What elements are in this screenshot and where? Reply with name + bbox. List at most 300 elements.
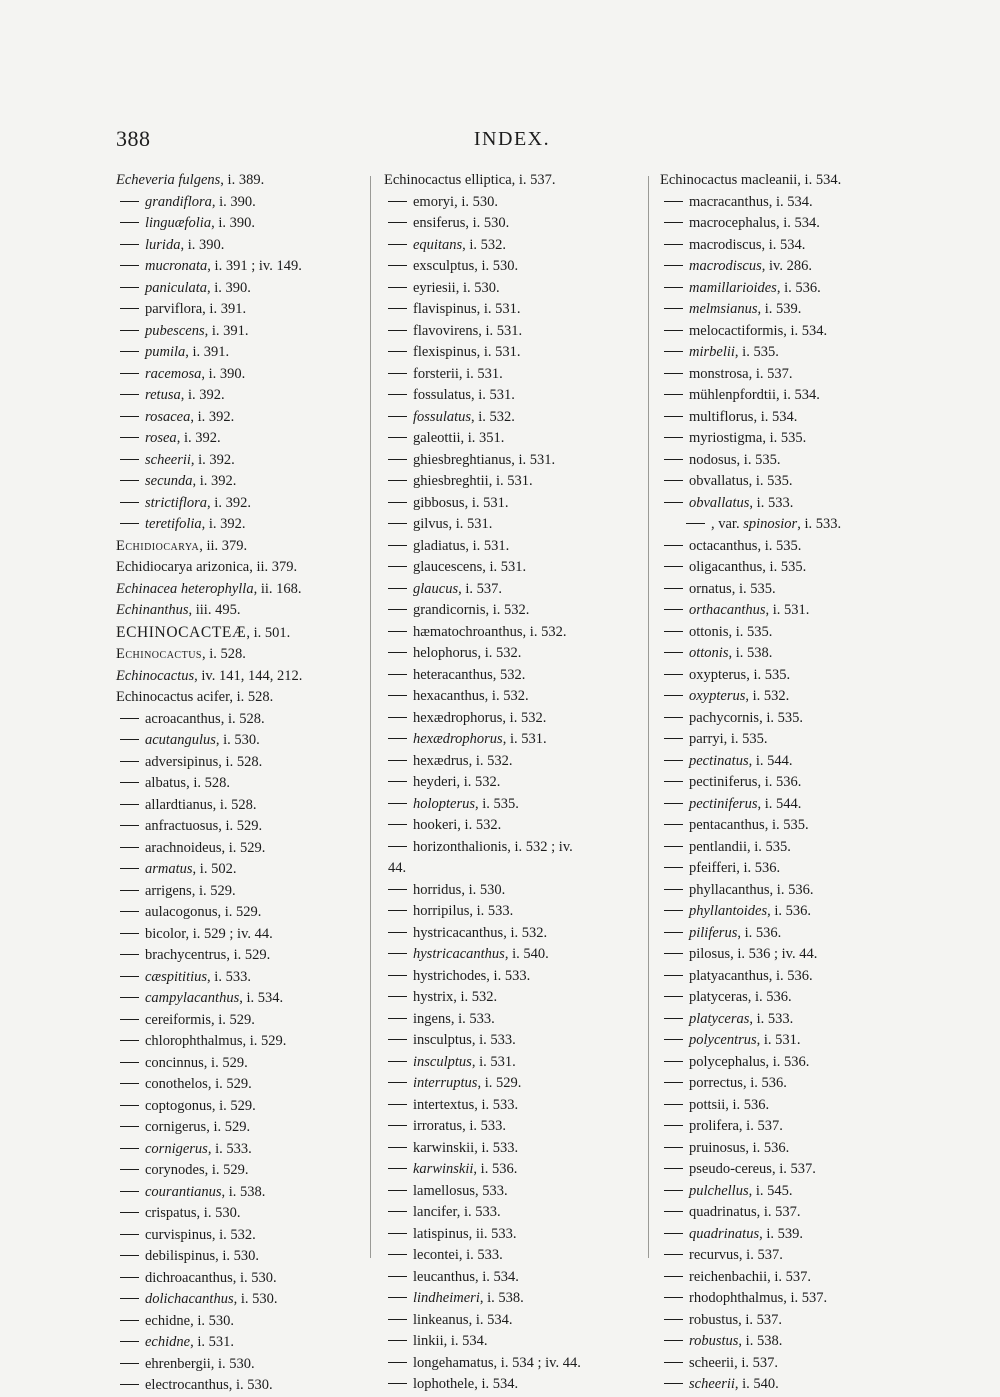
entry-name: lancifer: [413, 1204, 457, 1220]
index-entry: [116, 1268, 366, 1290]
entry-name: crispatus: [145, 1205, 197, 1221]
entry-reference: , ii. 168.: [253, 580, 302, 597]
entry-reference: , i. 533.: [207, 1140, 252, 1157]
entry-reference: , i. 392.: [176, 430, 221, 446]
index-entry: [116, 1246, 366, 1268]
ditto-dash: [120, 1062, 139, 1063]
index-entry: [384, 794, 640, 816]
ditto-dash: [664, 1297, 683, 1298]
ditto-dash: [686, 523, 705, 524]
index-entry: [116, 536, 366, 558]
ditto-dash: [388, 1018, 407, 1019]
index-entry: [116, 235, 366, 257]
entry-name: ghiesbreghtii: [413, 473, 489, 489]
index-entry: [116, 407, 366, 429]
entry-name: Echinocactus: [116, 667, 195, 684]
entry-reference: , i. 528.: [220, 710, 265, 727]
index-entry: [660, 1030, 916, 1052]
entry-name: horridus: [413, 881, 462, 898]
index-entry: [660, 815, 916, 837]
entry-name: Echinocactus: [116, 646, 202, 662]
index-entry: [116, 321, 366, 343]
entry-name: reichenbachii: [689, 1268, 768, 1285]
ditto-dash: [388, 910, 407, 911]
entry-name: nodosus: [689, 451, 737, 468]
index-entry: [384, 450, 640, 472]
entry-variety: spinosior: [743, 516, 798, 532]
index-entry: [660, 213, 916, 235]
entry-reference: , i. 535.: [734, 344, 779, 360]
index-entry: [116, 1139, 366, 1161]
entry-name: macrodiscus: [689, 236, 762, 253]
entry-name: paniculata: [145, 279, 208, 296]
entry-reference: , i. 536.: [765, 1053, 810, 1070]
ditto-dash: [120, 782, 139, 783]
entry-name: pectinatus: [689, 752, 749, 769]
index-entry: [116, 902, 366, 924]
entry-reference: , i. 535.: [728, 623, 773, 640]
entry-reference: , i. 502.: [192, 861, 237, 877]
entry-reference: , i. 535.: [747, 838, 791, 855]
entry-reference: , i. 534.: [468, 1311, 513, 1328]
index-entry: [116, 967, 366, 989]
entry-reference: , i. 530.: [474, 258, 519, 274]
entry-reference: , i. 532.: [462, 236, 507, 253]
ditto-dash: [120, 1169, 139, 1170]
index-entry: [116, 988, 366, 1010]
index-entry: [116, 1053, 366, 1075]
index-column-3: [660, 170, 916, 1396]
index-entry: [660, 579, 916, 601]
entry-reference: , i. 532.: [477, 645, 522, 661]
entry-reference: , i. 538.: [738, 1333, 783, 1349]
index-entry: [660, 299, 916, 321]
index-entry: [116, 773, 366, 795]
entry-reference: , i. 530.: [454, 193, 498, 210]
ditto-dash: [664, 717, 683, 718]
entry-reference: , i. 530.: [210, 1355, 255, 1372]
entry-name: anfractuosus: [145, 818, 219, 834]
entry-name: emoryi: [413, 193, 455, 210]
entry-reference: , i. 501.: [246, 624, 291, 641]
entry-name: rhodophthalmus: [689, 1290, 784, 1306]
entry-name: hæmatochroanthus: [413, 623, 523, 640]
entry-reference: , i. 537.: [738, 1247, 783, 1263]
ditto-dash: [388, 1233, 407, 1234]
ditto-dash: [664, 373, 683, 374]
entry-name: mucronata: [145, 258, 208, 274]
ditto-dash: [664, 265, 683, 266]
ditto-dash: [388, 781, 407, 782]
entry-name: phyllacanthus: [689, 881, 770, 898]
entry-reference: , i. 536.: [473, 1161, 518, 1177]
entry-name: obvallatus: [689, 473, 749, 489]
entry-reference: , i. 535.: [736, 451, 781, 468]
entry-name: scheerii: [689, 1354, 735, 1371]
ditto-dash: [664, 781, 683, 782]
entry-name: Echidiocarya: [116, 537, 200, 554]
entry-name: dichroacanthus: [145, 1269, 233, 1286]
ditto-dash: [120, 222, 139, 223]
ditto-dash: [120, 718, 139, 719]
entry-name: forsterii: [413, 365, 459, 382]
entry-reference: , i. 529.: [477, 1075, 522, 1091]
ditto-dash: [120, 308, 139, 309]
ditto-dash: [664, 1233, 683, 1234]
ditto-dash: [388, 609, 407, 610]
index-entry: [384, 428, 640, 450]
entry-name: robustus: [689, 1311, 739, 1328]
ditto-dash: [120, 201, 139, 202]
entry-name: pentlandii: [689, 838, 747, 855]
entry-name: echidne: [145, 1334, 191, 1350]
entry-reference: , 533.: [475, 1182, 508, 1199]
entry-name: insculptus: [413, 1032, 472, 1048]
entry-reference: , i. 389.: [220, 172, 265, 188]
ditto-dash: [388, 824, 407, 825]
entry-name: dolichacanthus: [145, 1291, 234, 1307]
entry-reference: , i. 391 ; iv. 149.: [207, 258, 302, 274]
index-entry: [384, 256, 640, 278]
ditto-dash: [388, 1319, 407, 1320]
ditto-dash: [664, 609, 683, 610]
entry-name: platyceras: [689, 989, 748, 1005]
ditto-dash: [664, 846, 683, 847]
ditto-dash: [120, 1212, 139, 1213]
ditto-dash: [664, 1211, 683, 1212]
ditto-dash: [664, 1125, 683, 1126]
entry-name: racemosa: [145, 365, 202, 382]
entry-name: lurida: [145, 236, 181, 253]
index-entry: [660, 493, 916, 515]
ditto-dash: [664, 932, 683, 933]
entry-reference: , i. 532.: [468, 752, 513, 769]
entry-reference: , i. 528.: [212, 796, 257, 813]
index-entry: [116, 1160, 366, 1182]
ditto-dash: [664, 244, 683, 245]
entry-reference: , i. 536.: [757, 774, 802, 790]
ditto-dash: [388, 1039, 407, 1040]
entry-name: heteracanthus: [413, 666, 493, 683]
entry-name: strictiflora: [145, 494, 208, 511]
entry-name: interruptus: [413, 1075, 478, 1091]
index-entry: [384, 1245, 640, 1267]
ditto-dash: [664, 1039, 683, 1040]
index-entry: [384, 1224, 640, 1246]
entry-reference: , i. 531.: [476, 344, 521, 360]
ditto-dash: [388, 1190, 407, 1191]
ditto-dash: [388, 1297, 407, 1298]
entry-name: rosacea: [145, 408, 191, 425]
entry-reference: , i. 531.: [458, 365, 503, 382]
entry-name: acutangulus: [145, 732, 216, 748]
entry-reference: , i. 391.: [185, 344, 230, 360]
index-entry: [116, 795, 366, 817]
entry-name: pentacanthus: [689, 817, 765, 833]
index-entry: [116, 622, 366, 645]
index-column-1: [116, 170, 366, 1397]
entry-name: prolifera: [689, 1118, 739, 1134]
index-entry: [660, 192, 916, 214]
entry-reference: , i. 536.: [767, 903, 812, 919]
ditto-dash: [664, 308, 683, 309]
index-entry: [116, 666, 366, 688]
entry-name: glaucescens: [413, 559, 483, 575]
entry-reference: , i. 536.: [776, 279, 821, 296]
column-rule-right: [648, 176, 649, 1258]
entry-name: horripilus: [413, 903, 470, 919]
entry-name: ottonis: [689, 623, 729, 640]
ditto-dash: [664, 416, 683, 417]
index-entry: [660, 1181, 916, 1203]
ditto-dash: [664, 674, 683, 675]
index-entry: [384, 170, 640, 192]
index-entry: [384, 1310, 640, 1332]
entry-name: 44.: [388, 860, 407, 876]
entry-reference: , i. 528.: [201, 646, 246, 662]
entry-reference: , i. 537.: [771, 1161, 816, 1177]
ditto-dash: [664, 351, 683, 352]
entry-reference: , i. 531.: [478, 322, 523, 339]
ditto-dash: [388, 1276, 407, 1277]
entry-reference: , i. 534.: [783, 322, 828, 339]
index-entry: [384, 235, 640, 257]
index-entry: [116, 170, 366, 192]
ditto-dash: [120, 1255, 139, 1256]
entry-reference: , i. 390.: [211, 215, 255, 231]
index-entry: [116, 816, 366, 838]
ditto-dash: [664, 1362, 683, 1363]
entry-name: mamillarioides: [689, 279, 777, 296]
index-entry: [384, 686, 640, 708]
index-entry: [660, 1224, 916, 1246]
ditto-dash: [388, 889, 407, 890]
entry-name: heyderi: [413, 774, 457, 790]
entry-reference: , i. 534.: [768, 193, 813, 210]
index-entry: [384, 213, 640, 235]
index-entry: [384, 364, 640, 386]
entry-name: pfeifferi: [689, 860, 737, 876]
ditto-dash: [120, 330, 139, 331]
entry-reference: , i. 531.: [476, 301, 521, 317]
entry-name: allardtianus: [145, 796, 213, 813]
entry-reference: , i. 538.: [728, 645, 773, 661]
entry-reference: , i. 532.: [745, 688, 790, 704]
ditto-dash: [120, 265, 139, 266]
ditto-dash: [388, 222, 407, 223]
ditto-dash: [120, 1320, 139, 1321]
entry-reference: , i. 532.: [457, 817, 502, 833]
ditto-dash: [120, 868, 139, 869]
index-entry: [384, 1288, 640, 1310]
index-entry: [384, 880, 640, 902]
ditto-dash: [664, 953, 683, 954]
entry-name: mühlenpfordtii: [689, 387, 776, 403]
index-entry: [384, 1159, 640, 1181]
entry-reference: , i. 537.: [458, 580, 503, 597]
index-entry: [660, 858, 916, 880]
ditto-dash: [664, 1319, 683, 1320]
ditto-dash: [120, 351, 139, 352]
entry-reference: , i. 533.: [462, 1118, 507, 1134]
entry-name: arachnoideus: [145, 839, 222, 856]
ditto-dash: [120, 394, 139, 395]
entry-reference: , i. 531.: [765, 602, 810, 618]
entry-name: coptogonus: [145, 1097, 212, 1114]
entry-name: arrigens: [145, 882, 192, 899]
entry-reference: , i. 531.: [482, 559, 527, 575]
index-entry: [116, 1031, 366, 1053]
ditto-dash: [664, 480, 683, 481]
ditto-dash: [388, 846, 407, 847]
entry-name: cornigerus: [145, 1119, 207, 1135]
entry-reference: , i. 530.: [461, 881, 506, 898]
entry-name: insculptus: [413, 1053, 472, 1070]
ditto-dash: [664, 1104, 683, 1105]
index-entry: [660, 1095, 916, 1117]
entry-reference: , i. 529.: [226, 947, 271, 963]
entry-name: fossulatus: [413, 408, 472, 425]
ditto-dash: [120, 1040, 139, 1041]
entry-name: linkii: [413, 1333, 444, 1349]
entry-reference: , i. 530.: [232, 1269, 277, 1286]
index-entry: [116, 364, 366, 386]
entry-reference: , i. 532.: [503, 924, 548, 941]
ditto-dash: [664, 1082, 683, 1083]
entry-name: pachycornis: [689, 709, 760, 726]
index-entry: [660, 536, 916, 558]
entry-name: irroratus: [413, 1118, 463, 1134]
entry-reference: , i. 533.: [474, 1096, 519, 1113]
entry-reference: , i. 534.: [797, 172, 842, 188]
ditto-dash: [120, 1191, 139, 1192]
index-entry: [660, 235, 916, 257]
entry-reference: , i. 391.: [204, 322, 249, 339]
index-entry: [384, 579, 640, 601]
index-entry: [116, 1074, 366, 1096]
entry-name: pectiniferus: [689, 795, 758, 812]
index-entry: [660, 364, 916, 386]
ditto-dash: [120, 1363, 139, 1364]
entry-reference: , i. 531.: [465, 537, 510, 554]
ditto-dash: [388, 373, 407, 374]
entry-name: campylacanthus: [145, 990, 240, 1006]
entry-reference: , i. 533.: [474, 1139, 519, 1156]
ditto-dash: [664, 910, 683, 911]
entry-reference: , i. 529.: [221, 839, 266, 856]
index-entry: [384, 837, 640, 859]
ditto-dash: [120, 523, 139, 524]
index-entry: [116, 1332, 366, 1354]
entry-name: rosea: [145, 430, 177, 446]
index-entry: [384, 1095, 640, 1117]
index-entry: [384, 1353, 640, 1375]
entry-name: hexædrus: [413, 752, 469, 769]
ditto-dash: [664, 760, 683, 761]
index-entry: [384, 944, 640, 966]
entry-name: parryi: [689, 731, 724, 747]
entry-reference: , i. 537.: [738, 1311, 783, 1328]
index-entry: [116, 881, 366, 903]
entry-reference: , i. 529.: [211, 1011, 255, 1028]
entry-name: pulchellus: [689, 1182, 749, 1199]
index-entry: [116, 579, 366, 601]
index-entry: [116, 1096, 366, 1118]
index-entry: [660, 428, 916, 450]
index-entry: [116, 450, 366, 472]
entry-name: Echinacea heterophylla: [116, 580, 254, 597]
entry-reference: , i. 532.: [453, 989, 498, 1005]
index-entry: [384, 1202, 640, 1224]
entry-name: linguæfolia: [145, 215, 212, 231]
entry-reference: , i. 530.: [215, 1248, 259, 1264]
ditto-dash: [664, 996, 683, 997]
ditto-dash: [120, 933, 139, 934]
entry-reference: , iv. 141, 144, 212.: [194, 667, 303, 684]
ditto-dash: [120, 761, 139, 762]
ditto-dash: [388, 1168, 407, 1169]
index-entry: [116, 1203, 366, 1225]
entry-name: Echinocactus elliptica: [384, 172, 512, 188]
ditto-dash: [120, 1298, 139, 1299]
entry-reference: , i. 533.: [456, 1204, 501, 1220]
entry-name: hystricacanthus: [413, 946, 505, 962]
ditto-dash: [388, 523, 407, 524]
index-entry: [116, 838, 366, 860]
index-entry: [116, 924, 366, 946]
entry-name: conothelos: [145, 1076, 208, 1092]
entry-reference: , i. 528.: [218, 753, 263, 770]
ditto-dash: [388, 566, 407, 567]
index-entry: [384, 1267, 640, 1289]
entry-name: pruinosus: [689, 1139, 746, 1156]
entry-reference: , i. 392.: [207, 494, 251, 511]
entry-name: karwinskii: [413, 1161, 474, 1177]
entry-reference: , i. 535.: [748, 473, 793, 489]
entry-reference: , i. 532.: [211, 1226, 256, 1243]
entry-reference: , ii. 379.: [249, 559, 298, 575]
entry-name: pumila: [145, 344, 186, 360]
entry-reference: , i. 530.: [196, 1205, 241, 1221]
entry-reference: , i. 533.: [469, 903, 514, 919]
entry-reference: , i. 537.: [748, 365, 793, 382]
entry-reference: , i. 530.: [228, 1377, 273, 1393]
ditto-dash: [664, 502, 683, 503]
entry-name: lecontei: [413, 1247, 459, 1263]
page-number: 388: [116, 126, 151, 151]
index-entry: [116, 192, 366, 214]
index-entry: [660, 342, 916, 364]
index-entry: [116, 471, 366, 493]
column-rule-left: [370, 176, 371, 1258]
entry-name: pilosus: [689, 946, 731, 962]
ditto-dash: [120, 997, 139, 998]
entry-reference: , iii. 495.: [188, 602, 241, 618]
entry-reference: , i. 535.: [723, 731, 768, 747]
entry-name: holopterus: [413, 795, 476, 812]
entry-reference: , i. 534 ; iv. 44.: [493, 1354, 581, 1371]
ditto-dash: [388, 502, 407, 503]
ditto-dash: [664, 975, 683, 976]
entry-name: Echidiocarya arizonica: [116, 559, 250, 575]
ditto-dash: [388, 631, 407, 632]
entry-name: scheerii: [689, 1376, 735, 1392]
entry-name: horizonthalionis: [413, 838, 508, 855]
entry-name: brachycentrus: [145, 947, 227, 963]
index-entry: [660, 514, 916, 536]
entry-name: cæspititius: [145, 968, 208, 985]
entry-name: lindheimeri: [413, 1290, 480, 1306]
